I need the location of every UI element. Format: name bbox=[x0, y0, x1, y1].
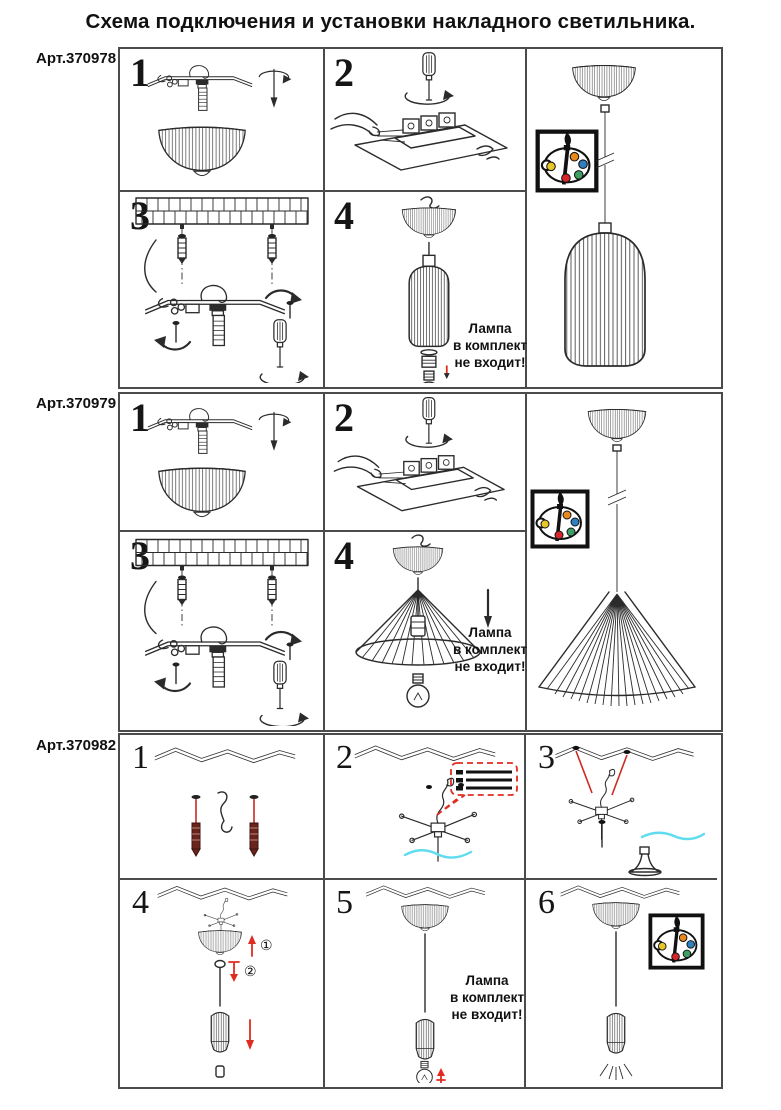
step-number: 2 bbox=[334, 395, 354, 440]
section-art-370978 bbox=[118, 47, 723, 389]
step-number: 1 bbox=[130, 395, 150, 440]
step-number: 2 bbox=[336, 739, 353, 776]
step-number: 4 bbox=[132, 884, 149, 921]
step-number: 5 bbox=[336, 884, 353, 921]
step-number: 3 bbox=[538, 739, 555, 776]
color-palette-icon bbox=[648, 913, 705, 970]
assembly-mark-2: ② bbox=[244, 963, 257, 979]
step2-drawing-bracket-wiring bbox=[325, 735, 524, 878]
step3-drawing-ceiling-fixing bbox=[120, 192, 323, 383]
product-view-pendant-cylinder bbox=[527, 49, 717, 383]
step1-drawing-anchors-hook bbox=[120, 735, 323, 878]
step3-drawing-ceiling-fixing bbox=[120, 532, 323, 726]
article-number-370982: Арт.370982 bbox=[36, 737, 117, 754]
article-number-370979: Арт.370979 bbox=[36, 395, 117, 412]
step-number: 2 bbox=[334, 50, 354, 95]
step1-drawing-mount-bracket bbox=[120, 394, 323, 530]
step2-drawing-wire-terminal bbox=[325, 394, 525, 530]
step-number: 6 bbox=[538, 884, 555, 921]
step2-drawing-wire-terminal bbox=[325, 49, 525, 190]
assembly-mark-1: ① bbox=[260, 937, 273, 953]
product-view-pendant-cone bbox=[527, 394, 717, 726]
lamp-not-included-note: Лампа в комплект не входит! bbox=[449, 973, 525, 1022]
section-art-370979 bbox=[118, 392, 723, 732]
step-number: 3 bbox=[130, 193, 150, 238]
article-number-370978: Арт.370978 bbox=[36, 50, 117, 67]
step1-drawing-mount-bracket bbox=[120, 49, 323, 190]
step-number: 4 bbox=[334, 533, 354, 578]
step-number: 4 bbox=[334, 193, 354, 238]
step-number: 1 bbox=[132, 739, 149, 776]
step-number: 1 bbox=[130, 50, 150, 95]
section-art-370982 bbox=[118, 733, 723, 1089]
step3-drawing-bracket-screws bbox=[524, 735, 717, 878]
lamp-not-included-note: Лампа в комплект не входит! bbox=[452, 625, 528, 674]
step6-drawing-finished-lamp bbox=[524, 880, 717, 1083]
step-number: 3 bbox=[130, 533, 150, 578]
page-title: Схема подключения и установки накладного светильника. bbox=[85, 10, 696, 33]
step4-drawing-canopy-cable bbox=[120, 880, 323, 1083]
lamp-not-included-note: Лампа в комплект не входит! bbox=[452, 321, 528, 370]
